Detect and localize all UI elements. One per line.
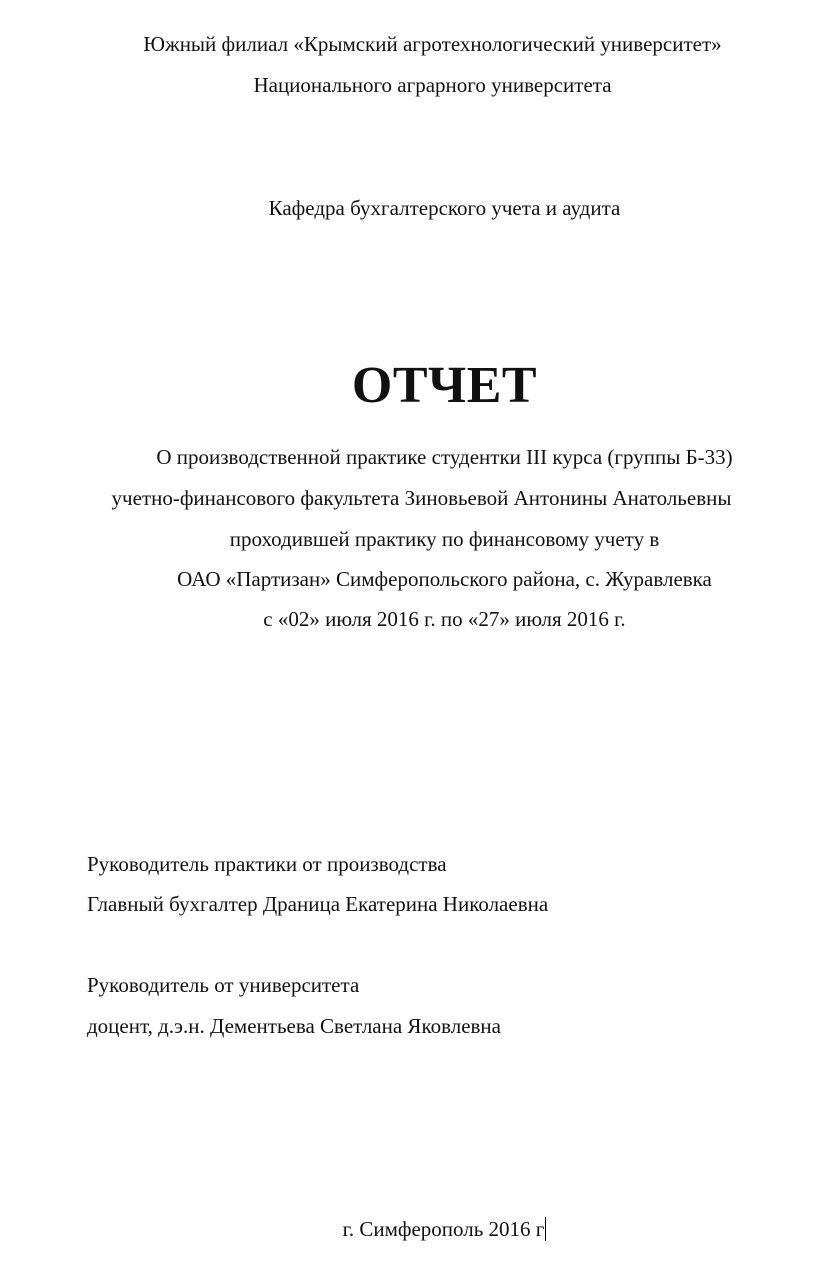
institution-name-line-1: Южный филиал «Крымский агротехнологический университет»	[143, 32, 722, 56]
description-line-1: О производственной практике студентки III курса (группы Б-33)	[156, 445, 733, 469]
description-line-5: с «02» июля 2016 г. по «27» июля 2016 г.	[263, 607, 626, 631]
city-year-text: г. Симферополь 2016 г	[342, 1217, 545, 1241]
description-line-2: учетно-финансового факультета Зиновьевой Антонины Анатольевны	[111, 486, 732, 510]
description-line-4: ОАО «Партизан» Симферопольского района, с. Журавлевка	[177, 567, 712, 591]
production-supervisor-role: Руководитель практики от производства	[87, 852, 447, 876]
text-cursor	[545, 1217, 546, 1241]
institution-name-line-2: Национального аграрного университета	[253, 73, 612, 97]
description-line-3: проходившей практику по финансовому учету в	[229, 527, 660, 551]
city-year-footer	[0, 1216, 831, 1242]
department-name: Кафедра бухгалтерского учета и аудита	[268, 196, 621, 220]
production-supervisor-name: Главный бухгалтер Драница Екатерина Николаевна	[87, 892, 549, 916]
university-supervisor-name: доцент, д.э.н. Дементьева Светлана Яковлевна	[87, 1014, 501, 1038]
document-title: ОТЧЕТ	[351, 357, 538, 414]
university-supervisor-role: Руководитель от университета	[87, 973, 360, 997]
